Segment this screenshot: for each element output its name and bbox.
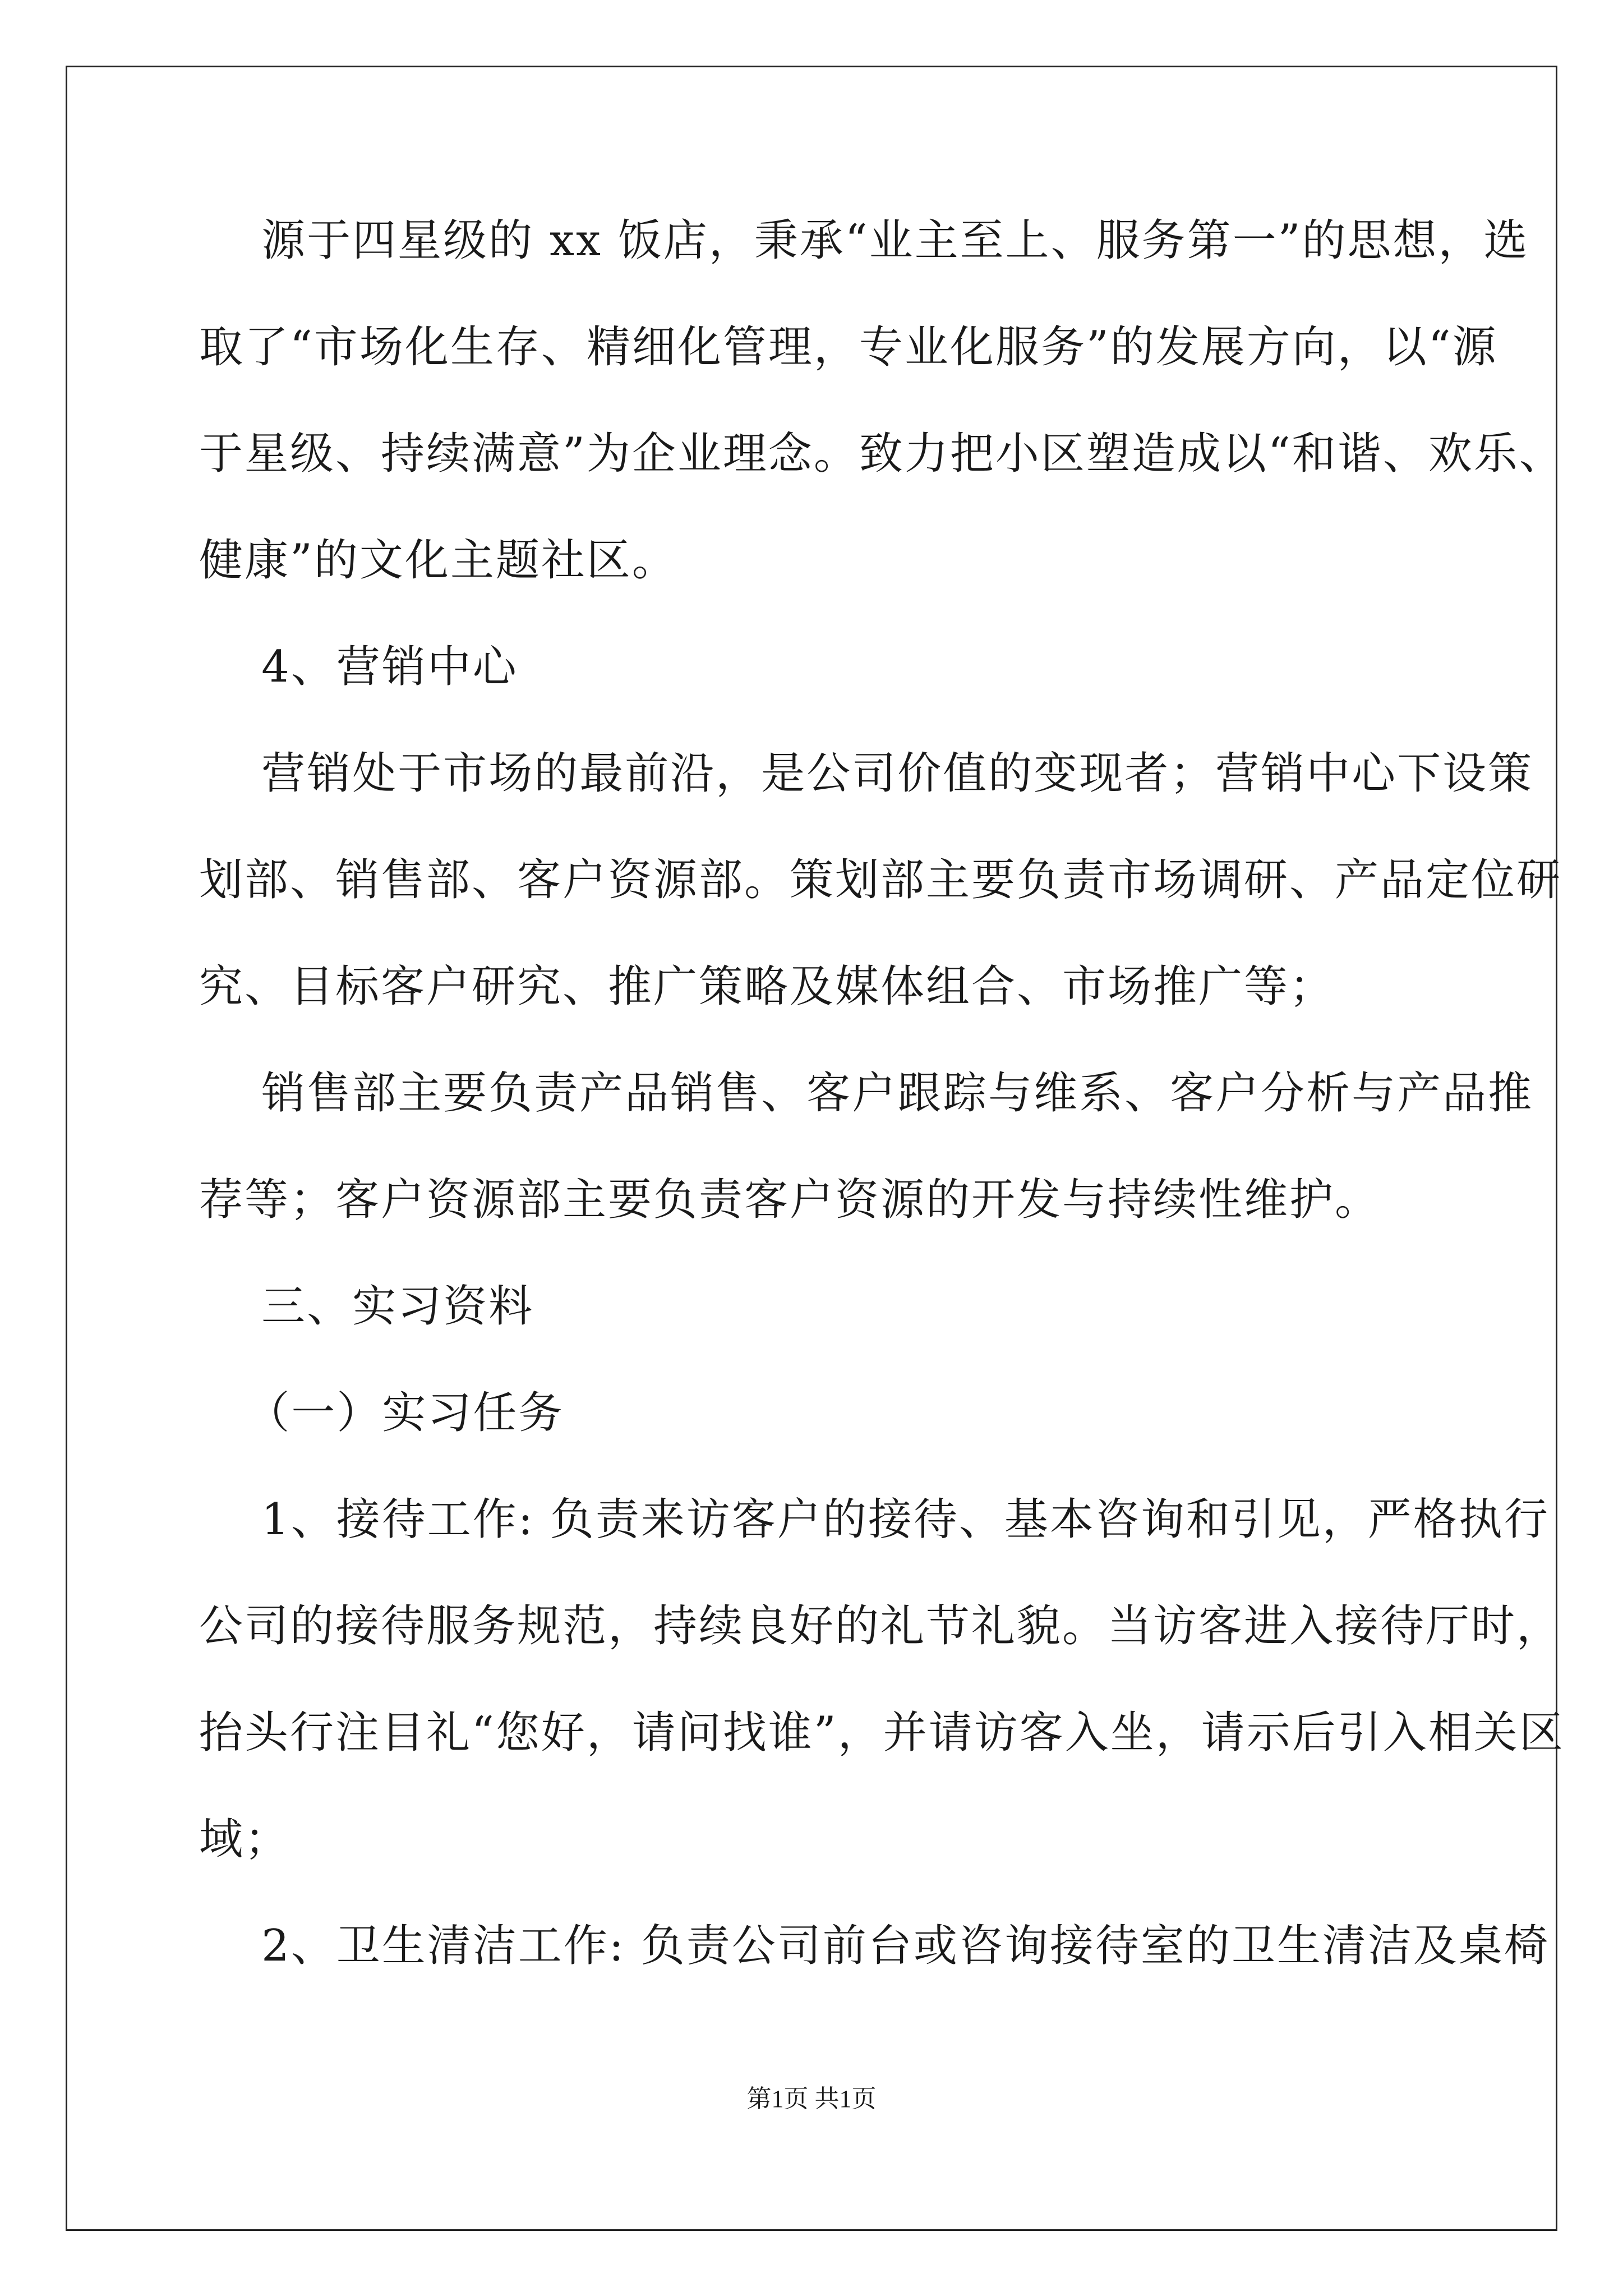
text-line: 荐等；客户资源部主要负责客户资源的开发与持续性维护。 bbox=[199, 1175, 1381, 1225]
text-line: 划部、销售部、客户资源部。策划部主要负责市场调研、产品定位研 bbox=[199, 855, 1562, 905]
text-line: 1、接待工作: 负责来访客户的接待、基本咨询和引见，严格执行 bbox=[199, 1494, 1550, 1545]
subsection-heading: （一）实习任务 bbox=[199, 1388, 564, 1438]
section-heading: 4、营销中心 bbox=[199, 642, 518, 692]
page-number: 第1页 共1页 bbox=[746, 2085, 877, 2113]
text-line: 究、目标客户研究、推广策略及媒体组合、市场推广等； bbox=[199, 961, 1335, 1012]
text-line: 源于四星级的 xx 饭店，秉承“业主至上、服务第一”的思想，选 bbox=[199, 215, 1529, 266]
text-line: 销售部主要负责产品销售、客户跟踪与维系、客户分析与产品推 bbox=[199, 1068, 1534, 1119]
page-footer bbox=[0, 2087, 1623, 2111]
text-line: 域； bbox=[199, 1814, 291, 1865]
page-border bbox=[66, 66, 1557, 2231]
text-line: 营销处于市场的最前沿，是公司价值的变现者；营销中心下设策 bbox=[199, 748, 1534, 799]
text-line: 取了“市场化生存、精细化管理，专业化服务”的发展方向，以“源 bbox=[199, 322, 1498, 372]
text-line: 抬头行注目礼“您好，请问找谁”，并请访客入坐，请示后引入相关区 bbox=[199, 1708, 1565, 1758]
text-line: 公司的接待服务规范，持续良好的礼节礼貌。当访客进入接待厅时， bbox=[199, 1601, 1562, 1651]
text-line: 健康”的文化主题社区。 bbox=[199, 535, 677, 586]
section-heading: 三、实习资料 bbox=[199, 1281, 534, 1332]
text-line: 2、卫生清洁工作: 负责公司前台或咨询接待室的卫生清洁及桌椅 bbox=[199, 1921, 1550, 1971]
text-line: 于星级、持续满意”为企业理念。致力把小区塑造成以“和谐、欢乐、 bbox=[199, 429, 1565, 479]
